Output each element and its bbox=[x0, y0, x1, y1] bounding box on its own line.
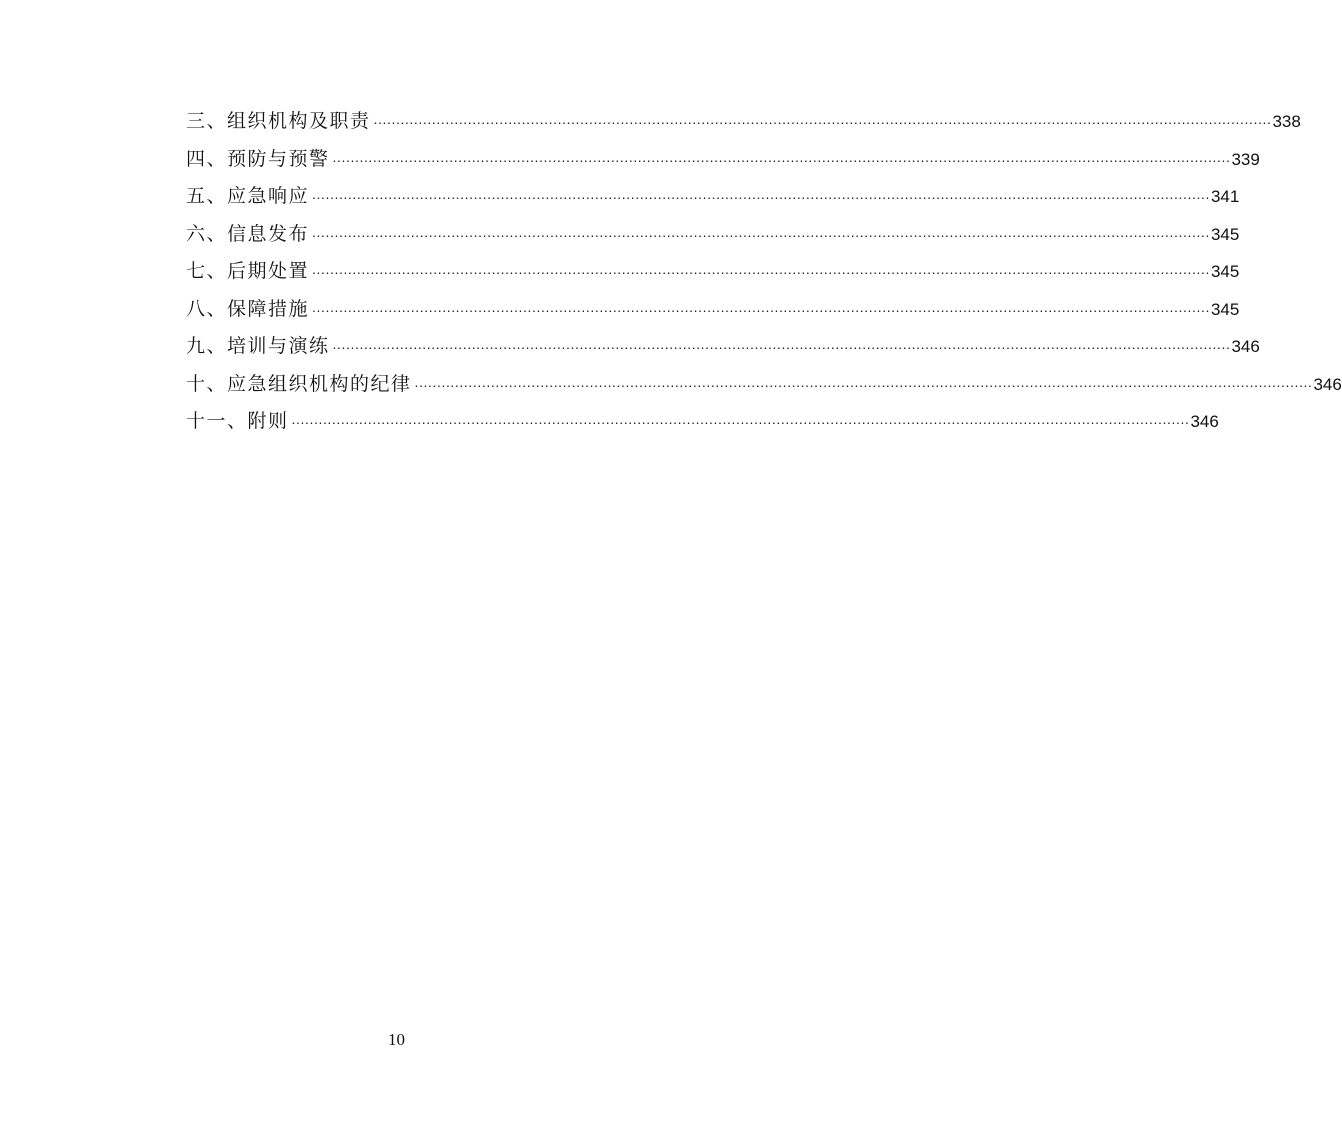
toc-entry-prevention[interactable] bbox=[186, 141, 1260, 179]
toc-entry-title: 十一、附则 bbox=[186, 410, 289, 432]
toc-entry-page: 345 bbox=[1210, 224, 1240, 244]
toc-entry-response[interactable] bbox=[186, 178, 1240, 216]
toc-entry-page: 345 bbox=[1210, 299, 1240, 319]
toc-entry-safeguards[interactable] bbox=[186, 291, 1240, 329]
toc-entry-aftermath[interactable] bbox=[186, 253, 1240, 291]
toc-entry-title: 六、信息发布 bbox=[186, 222, 310, 245]
toc-leader-dots: ........................................................................................................................................................................................................ bbox=[332, 336, 1231, 352]
toc-leader-dots: ........................................................................................................................................................................................................ bbox=[373, 111, 1272, 127]
toc-entry-page: 346 bbox=[1190, 412, 1219, 431]
toc-entry-page: 345 bbox=[1210, 262, 1240, 281]
toc-entry-page: 341 bbox=[1210, 187, 1240, 206]
page-number: 10 bbox=[388, 1030, 405, 1049]
toc-leader-dots: ........................................................................................................................................................................................................ bbox=[291, 411, 1190, 427]
toc-entry-supplementary[interactable] bbox=[186, 403, 1219, 441]
toc-entry-information[interactable] bbox=[186, 216, 1240, 254]
toc-entry-title: 十、应急组织机构的纪律 bbox=[186, 372, 412, 395]
toc-leader-dots: ........................................................................................................................................................................................................ bbox=[312, 261, 1210, 277]
toc-entry-title: 三、组织机构及职责 bbox=[186, 110, 371, 132]
toc-leader-dots: ........................................................................................................................................................................................................ bbox=[312, 223, 1210, 240]
toc-leader-dots: ........................................................................................................................................................................................................ bbox=[312, 298, 1210, 315]
toc-entry-page: 338 bbox=[1272, 112, 1301, 131]
table-of-contents bbox=[186, 103, 1342, 441]
toc-entry-page: 346 bbox=[1231, 337, 1260, 356]
toc-entry-title: 五、应急响应 bbox=[186, 185, 310, 207]
toc-entry-page: 346 bbox=[1313, 374, 1342, 394]
toc-entry-discipline[interactable] bbox=[186, 366, 1342, 404]
toc-entry-title: 七、后期处置 bbox=[186, 260, 310, 282]
toc-leader-dots: ........................................................................................................................................................................................................ bbox=[312, 186, 1210, 202]
toc-leader-dots: ........................................................................................................................................................................................................ bbox=[414, 373, 1313, 390]
toc-entry-title: 八、保障措施 bbox=[186, 297, 310, 320]
toc-entry-training[interactable] bbox=[186, 328, 1260, 366]
toc-entry-page: 339 bbox=[1231, 149, 1260, 169]
toc-leader-dots: ........................................................................................................................................................................................................ bbox=[332, 148, 1231, 165]
toc-entry-organization[interactable] bbox=[186, 103, 1301, 141]
toc-entry-title: 四、预防与预警 bbox=[186, 147, 330, 170]
toc-entry-title: 九、培训与演练 bbox=[186, 335, 330, 357]
